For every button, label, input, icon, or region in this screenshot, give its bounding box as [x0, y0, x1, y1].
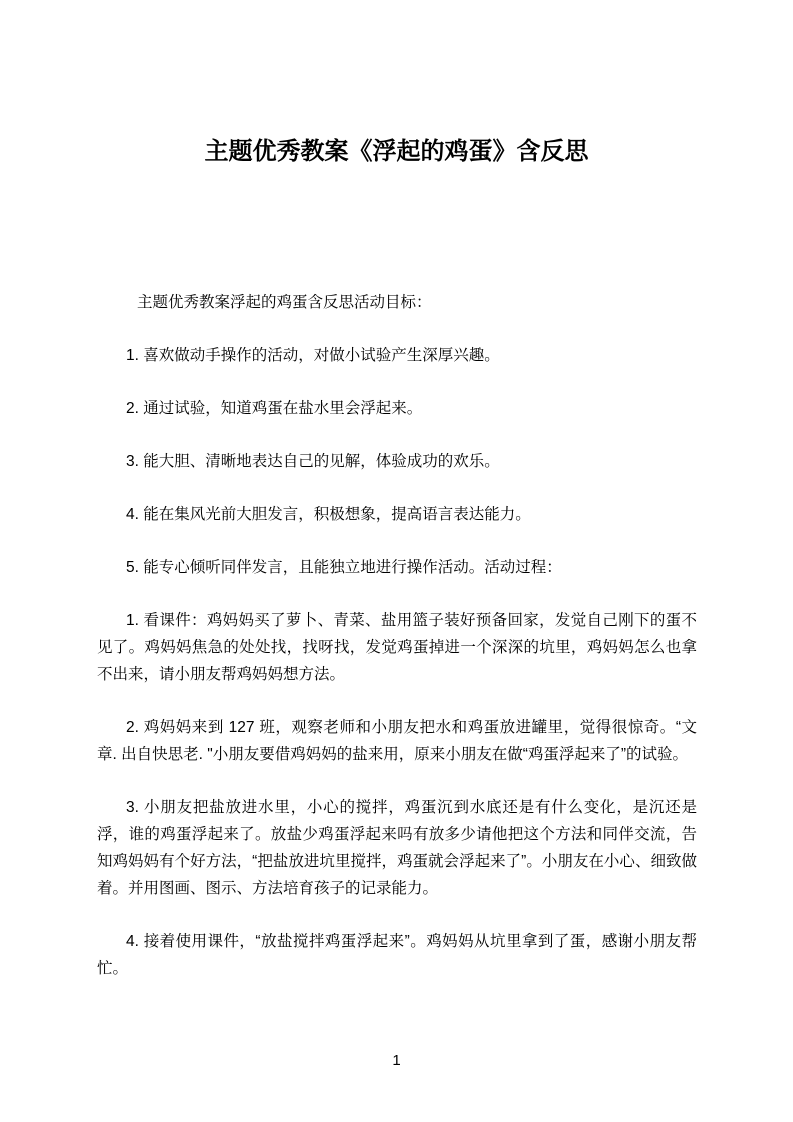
paragraph-goal-2: 2. 通过试验，知道鸡蛋在盐水里会浮起来。 [126, 400, 423, 417]
paragraph-process-step-2: 2. 鸡妈妈来到 127 班，观察老师和小朋友把水和鸡蛋放进罐里，觉得很惊奇。“文章. 出自快思老. "小朋友要借鸡妈妈的盐来用，原来小朋友在做“鸡蛋浮起来了”的试验。 [97, 719, 697, 763]
paragraph-goal-4: 4. 能在集风光前大胆发言，积极想象，提高语言表达能力。 [126, 506, 531, 523]
paragraph-process-step-3: 3. 小朋友把盐放进水里，小心的搅拌，鸡蛋沉到水底还是有什么变化，是沉还是浮，谁的鸡蛋浮起来了。放盐少鸡蛋浮起来吗有放多少请他把这个方法和同伴交流，告知鸡妈妈有个好方法，“把盐放进坑里搅拌，鸡蛋就会浮起来了”。小朋友在小心、细致做着。并用图画、图示、方法培育孩子的记录能力。 [97, 799, 697, 897]
paragraph-goal-1: 1. 喜欢做动手操作的活动，对做小试验产生深厚兴趣。 [126, 347, 500, 364]
paragraph-process-step-4: 4. 接着使用课件，“放盐搅拌鸡蛋浮起来”。鸡妈妈从坑里拿到了蛋，感谢小朋友帮忙。 [97, 933, 697, 977]
paragraph-goal-5-process-heading: 5. 能专心倾听同伴发言，且能独立地进行操作活动。活动过程： [126, 559, 562, 576]
paragraph-goal-3: 3. 能大胆、清晰地表达自己的见解，体验成功的欢乐。 [126, 453, 500, 470]
document-body [97, 289, 697, 1008]
page-number: 1 [392, 1052, 401, 1069]
paragraph-activity-goals-heading: 主题优秀教案浮起的鸡蛋含反思活动目标： [137, 294, 432, 311]
document-title: 主题优秀教案《浮起的鸡蛋》含反思 [204, 138, 589, 165]
paragraph-process-step-1: 1. 看课件：鸡妈妈买了萝卜、青菜、盐用篮子装好预备回家，发觉自己刚下的蛋不见了。鸡妈妈焦急的处处找，找呀找，发觉鸡蛋掉进一个深深的坑里，鸡妈妈怎么也拿不出来，请小朋友帮鸡妈妈想方法。 [97, 612, 697, 683]
